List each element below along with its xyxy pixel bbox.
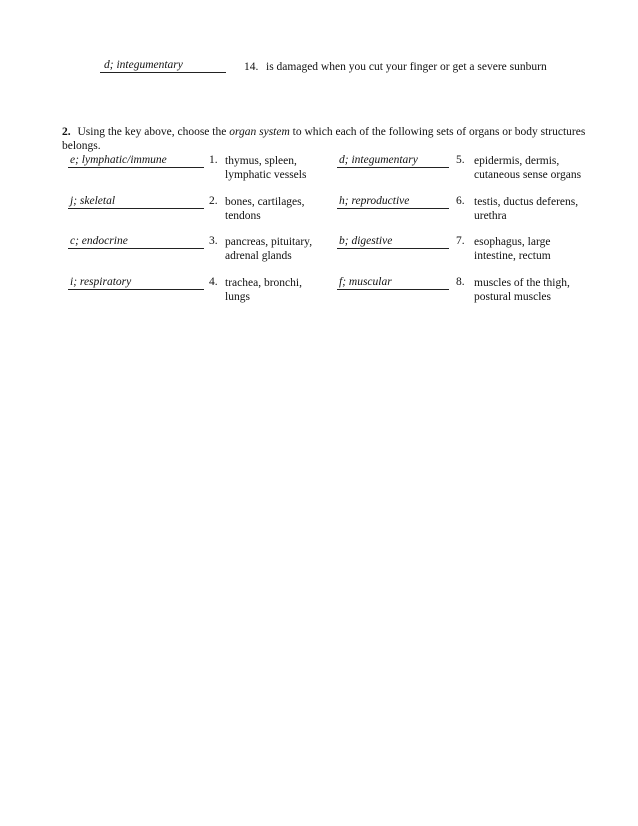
answer-3: c; endocrine bbox=[70, 235, 128, 247]
answer-2: j; skeletal bbox=[70, 195, 116, 207]
answer-line-5[interactable] bbox=[337, 167, 449, 168]
item-number-6: 6. bbox=[456, 195, 465, 207]
answer-line-7[interactable] bbox=[337, 248, 449, 249]
item-number-7: 7. bbox=[456, 235, 465, 247]
answer-line-4[interactable] bbox=[68, 289, 204, 290]
item-text-4-line1: trachea, bronchi, bbox=[225, 277, 302, 289]
item-text-7-line2: intestine, rectum bbox=[474, 250, 551, 262]
answer-1: e; lymphatic/immune bbox=[70, 154, 167, 166]
question-number: 2. bbox=[62, 126, 71, 138]
answer-14: d; integumentary bbox=[104, 59, 183, 71]
item-text-6-line1: testis, ductus deferens, bbox=[474, 196, 579, 208]
item-text-3-line1: pancreas, pituitary, bbox=[225, 236, 313, 248]
item-text-8 bbox=[474, 276, 570, 304]
item-number-4: 4. bbox=[209, 276, 218, 288]
answer-line-3[interactable] bbox=[68, 248, 204, 249]
item-number-14: 14. bbox=[244, 61, 259, 73]
question-text-before: Using the key above, choose the bbox=[77, 126, 227, 138]
answer-line-6[interactable] bbox=[337, 208, 449, 209]
item-number-8: 8. bbox=[456, 276, 465, 288]
item-text-2-line1: bones, cartilages, bbox=[225, 196, 305, 208]
item-number-2: 2. bbox=[209, 195, 218, 207]
item-text-1 bbox=[225, 154, 306, 182]
question-text-after: to which each of the following sets of organs or body structures belongs. bbox=[62, 126, 586, 152]
answer-line-8[interactable] bbox=[337, 289, 449, 290]
answer-line-14[interactable] bbox=[100, 72, 226, 73]
item-text-3-line2: adrenal glands bbox=[225, 250, 292, 262]
item-text-8-line1: muscles of the thigh, bbox=[474, 277, 570, 289]
item-text-4 bbox=[225, 276, 302, 304]
item-text-5 bbox=[474, 154, 581, 182]
question-2-prompt bbox=[62, 125, 602, 153]
answer-line-1[interactable] bbox=[68, 167, 204, 168]
item-text-7 bbox=[474, 235, 551, 263]
item-text-1-line2: lymphatic vessels bbox=[225, 169, 307, 181]
question-text-italic: organ system bbox=[229, 126, 290, 138]
item-text-14: is damaged when you cut your finger or get a severe sunburn bbox=[266, 61, 547, 73]
answer-4: i; respiratory bbox=[70, 276, 132, 288]
item-text-5-line2: cutaneous sense organs bbox=[474, 169, 582, 181]
item-text-2 bbox=[225, 195, 305, 223]
item-text-2-line2: tendons bbox=[225, 210, 261, 222]
item-text-5-line1: epidermis, dermis, bbox=[474, 155, 560, 167]
answer-7: b; digestive bbox=[339, 235, 393, 247]
item-text-6-line2: urethra bbox=[474, 210, 507, 222]
item-text-7-line1: esophagus, large bbox=[474, 236, 551, 248]
item-text-8-line2: postural muscles bbox=[474, 291, 551, 303]
item-number-5: 5. bbox=[456, 154, 465, 166]
item-text-4-line2: lungs bbox=[225, 291, 250, 303]
answer-6: h; reproductive bbox=[339, 195, 410, 207]
item-number-3: 3. bbox=[209, 235, 218, 247]
item-text-6 bbox=[474, 195, 578, 223]
answer-5: d; integumentary bbox=[339, 154, 418, 166]
item-text-1-line1: thymus, spleen, bbox=[225, 155, 297, 167]
answer-line-2[interactable] bbox=[68, 208, 204, 209]
item-number-1: 1. bbox=[209, 154, 218, 166]
item-text-3 bbox=[225, 235, 312, 263]
answer-8: f; muscular bbox=[339, 276, 392, 288]
